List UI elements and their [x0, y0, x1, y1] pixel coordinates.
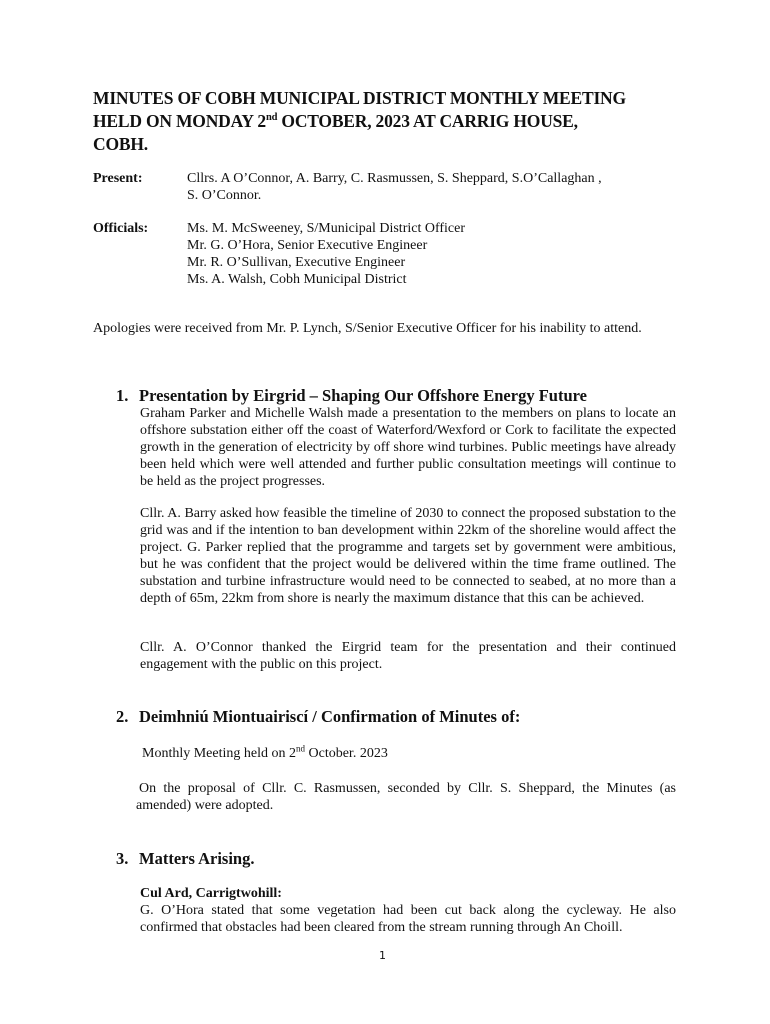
section-2-paragraph: On the proposal of Cllr. C. Rasmussen, seconded by Cllr. S. Sheppard, the Minutes (as amended) were adopted. [136, 781, 676, 813]
section-1-paragraph-2: Cllr. A. Barry asked how feasible the timeline of 2030 to connect the proposed substation to the grid was and if the intention to ban development within 22km of the shoreline would affect the project. G. Parker replied that the programme and targets set by government were ambitious, but he was confident that the project would be delivered within the time frame outlined. The substation and turbine infrastructure would need to be connected to seabed, at no more than a depth of 65m, 22km from shore is nearly the maximum distance that this can be achieved. [140, 506, 676, 606]
official-item: Mr. R. O’Sullivan, Executive Engineer [187, 255, 406, 270]
title-line-1: MINUTES OF COBH MUNICIPAL DISTRICT MONTHLY MEETING [93, 88, 626, 108]
title-line-3: COBH. [93, 134, 148, 154]
official-item: Mr. G. O’Hora, Senior Executive Engineer [187, 238, 428, 253]
title-line-2: HELD ON MONDAY 2nd OCTOBER, 2023 AT CARRIG HOUSE, [93, 111, 578, 131]
officials-label: Officials: [93, 221, 149, 236]
page-title [93, 87, 693, 156]
section-1-heading: 1. Presentation by Eirgrid – Shaping Our Offshore Energy Future [116, 386, 587, 405]
apologies-paragraph: Apologies were received from Mr. P. Lynch, S/Senior Executive Officer for his inability to attend. [93, 321, 642, 336]
officials-list [187, 220, 707, 288]
section-1-paragraph-3: Cllr. A. O’Connor thanked the Eirgrid team for the presentation and their continued engagement with the public on this project. [140, 640, 676, 672]
present-label: Present: [93, 171, 143, 186]
present-list: Cllrs. A O’Connor, A. Barry, C. Rasmussen, S. Sheppard, S.O’Callaghan , S. O’Connor. [187, 171, 602, 203]
section-2-heading: 2. Deimhniú Miontuairiscí / Confirmation of Minutes of: [116, 707, 521, 726]
section-2-meeting-line: Monthly Meeting held on 2nd October. 2023 [142, 743, 388, 761]
official-item: Ms. M. McSweeney, S/Municipal District Officer [187, 221, 466, 236]
section-3-paragraph: G. O’Hora stated that some vegetation had been cut back along the cycleway. He also confirmed that obstacles had been cleared from the stream running through An Choill. [140, 903, 676, 935]
section-3-subheading: Cul Ard, Carrigtwohill: [140, 886, 282, 901]
official-item: Ms. A. Walsh, Cobh Municipal District [187, 272, 407, 287]
section-1-paragraph-1: Graham Parker and Michelle Walsh made a presentation to the members on plans to locate an offshore substation either off the coast of Waterford/Wexford or Cork to facilitate the expected growth in the generation of electricity by off shore wind turbines. Public meetings have already been held which were well attended and further public consultation meetings will continue to be held as the project progresses. [140, 406, 676, 489]
section-3-heading: 3. Matters Arising. [116, 849, 255, 868]
page-number: 1 [379, 949, 386, 962]
